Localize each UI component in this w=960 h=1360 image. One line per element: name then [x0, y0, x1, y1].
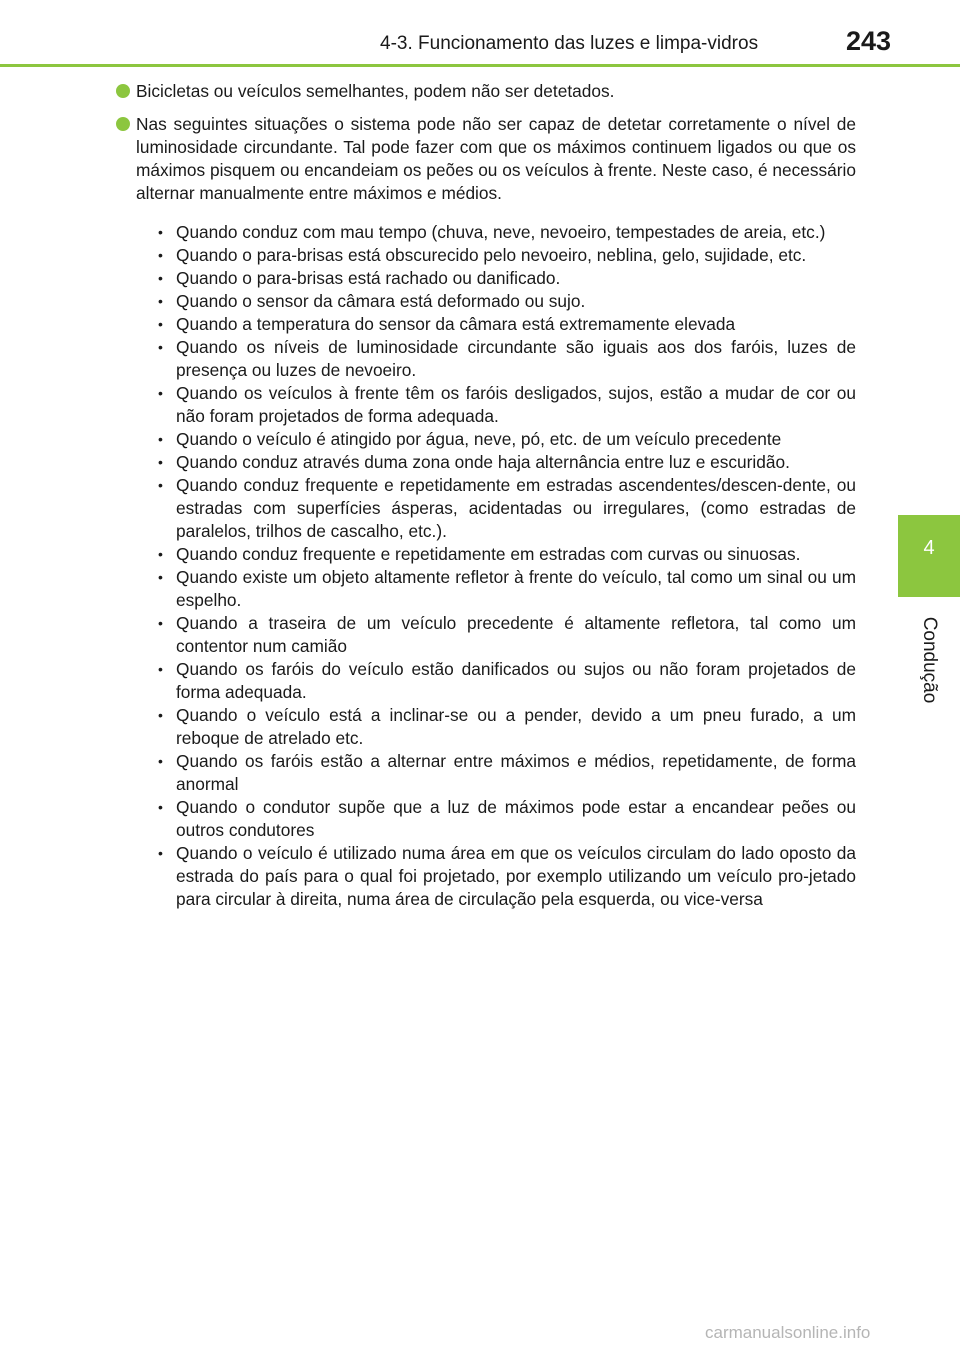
list-item-text: Quando conduz através duma zona onde haja alternância entre luz e escuridão.: [176, 452, 790, 472]
list-item-text: Quando o para-brisas está rachado ou danificado.: [176, 268, 561, 288]
list-item-text: Quando o veículo está a inclinar-se ou a pender, devido a um pneu furado, a um reboque de atrelado etc.: [176, 705, 856, 748]
list-item: [136, 796, 856, 842]
list-item-text: Quando o sensor da câmara está deformado ou sujo.: [176, 291, 586, 311]
list-item-text: Quando conduz com mau tempo (chuva, neve, nevoeiro, tempestades de areia, etc.): [176, 222, 826, 242]
page-content: [116, 80, 856, 921]
list-item: [136, 543, 856, 566]
bullet-dot-icon: •: [158, 615, 163, 631]
bullet-dot-icon: •: [158, 270, 163, 286]
list-item-text: Quando o para-brisas está obscurecido pelo nevoeiro, neblina, gelo, sujidade, etc.: [176, 245, 807, 265]
list-item-text: Quando o veículo é atingido por água, neve, pó, etc. de um veículo precedente: [176, 429, 782, 449]
list-item-text: Quando o veículo é utilizado numa área em que os veículos circulam do lado oposto da estrada do país para o qual foi projetado, por exemplo utilizando um veículo pro-jetado para circular à direita, numa área de circulação pela esquerda, ou vice-versa: [176, 843, 856, 909]
green-circle-bullet-icon: [116, 84, 130, 98]
list-item-text: Quando conduz frequente e repetidamente em estradas com curvas ou sinuosas.: [176, 544, 801, 564]
bullet-dot-icon: •: [158, 454, 163, 470]
bullet-dot-icon: •: [158, 753, 163, 769]
list-item: [136, 336, 856, 382]
list-item: [136, 290, 856, 313]
bullet-dot-icon: •: [158, 477, 163, 493]
list-item-text: Quando conduz frequente e repetidamente em estradas ascendentes/descen-dente, ou estradas com superfícies ásperas, acidentadas ou irregulares, (como estradas de paralelos, trilhos de cascalho, etc.).: [176, 475, 856, 541]
list-item: [136, 267, 856, 290]
list-item-text: Quando os faróis estão a alternar entre máximos e médios, repetidamente, de forma anormal: [176, 751, 856, 794]
paragraph-detection-conditions: [116, 113, 856, 911]
list-item: [136, 566, 856, 612]
list-item-text: Quando os níveis de luminosidade circundante são iguais aos dos faróis, luzes de presença ou luzes de nevoeiro.: [176, 337, 856, 380]
watermark-text: carmanualsonline.info: [705, 1323, 871, 1342]
bullet-dot-icon: •: [158, 316, 163, 332]
chapter-tab: [898, 515, 960, 597]
list-item: [136, 313, 856, 336]
list-item: [136, 382, 856, 428]
condition-list: [136, 221, 856, 911]
header-rule: [0, 64, 960, 67]
list-item-text: Quando existe um objeto altamente refletor à frente do veículo, tal como um sinal ou um espelho.: [176, 567, 856, 610]
paragraph-text: Bicicletas ou veículos semelhantes, podem não ser detetados.: [136, 81, 615, 101]
bullet-dot-icon: •: [158, 293, 163, 309]
list-item-text: Quando o condutor supõe que a luz de máximos pode estar a encandear peões ou outros condutores: [176, 797, 856, 840]
list-item: [136, 244, 856, 267]
bullet-dot-icon: •: [158, 224, 163, 240]
paragraph-bicycles: [116, 80, 856, 103]
list-item: [136, 428, 856, 451]
list-item: [136, 842, 856, 911]
page-number: 243: [846, 26, 892, 56]
page-header: [0, 0, 960, 66]
green-circle-bullet-icon: [116, 117, 130, 131]
chapter-label: Condução: [919, 616, 940, 704]
bullet-dot-icon: •: [158, 661, 163, 677]
list-item: [136, 221, 856, 244]
bullet-dot-icon: •: [158, 845, 163, 861]
chapter-number: 4: [923, 537, 935, 559]
section-title: 4-3. Funcionamento das luzes e limpa-vidros: [380, 33, 759, 54]
list-item-text: Quando a traseira de um veículo precedente é altamente refletora, tal como um contentor num camião: [176, 613, 856, 656]
bullet-dot-icon: •: [158, 707, 163, 723]
bullet-dot-icon: •: [158, 247, 163, 263]
bullet-dot-icon: •: [158, 385, 163, 401]
list-item: [136, 750, 856, 796]
list-item: [136, 474, 856, 543]
list-item: [136, 612, 856, 658]
bullet-dot-icon: •: [158, 339, 163, 355]
list-item-text: Quando os veículos à frente têm os faróis desligados, sujos, estão a mudar de cor ou não foram projetados de forma adequada.: [176, 383, 856, 426]
paragraph-text: Nas seguintes situações o sistema pode não ser capaz de detetar corretamente o nível de luminosidade circundante. Tal pode fazer com que os máximos continuem ligados ou que os máximos pisquem ou encandeiam os peões ou os veículos à frente. Neste caso, é necessário alternar manualmente entre máximos e médios.: [136, 114, 856, 203]
list-item-text: Quando os faróis do veículo estão danificados ou sujos ou não foram projetados de forma adequada.: [176, 659, 856, 702]
bullet-dot-icon: •: [158, 799, 163, 815]
list-item: [136, 658, 856, 704]
list-item: [136, 704, 856, 750]
bullet-dot-icon: •: [158, 569, 163, 585]
bullet-dot-icon: •: [158, 546, 163, 562]
list-item-text: Quando a temperatura do sensor da câmara está extremamente elevada: [176, 314, 736, 334]
list-item: [136, 451, 856, 474]
bullet-dot-icon: •: [158, 431, 163, 447]
